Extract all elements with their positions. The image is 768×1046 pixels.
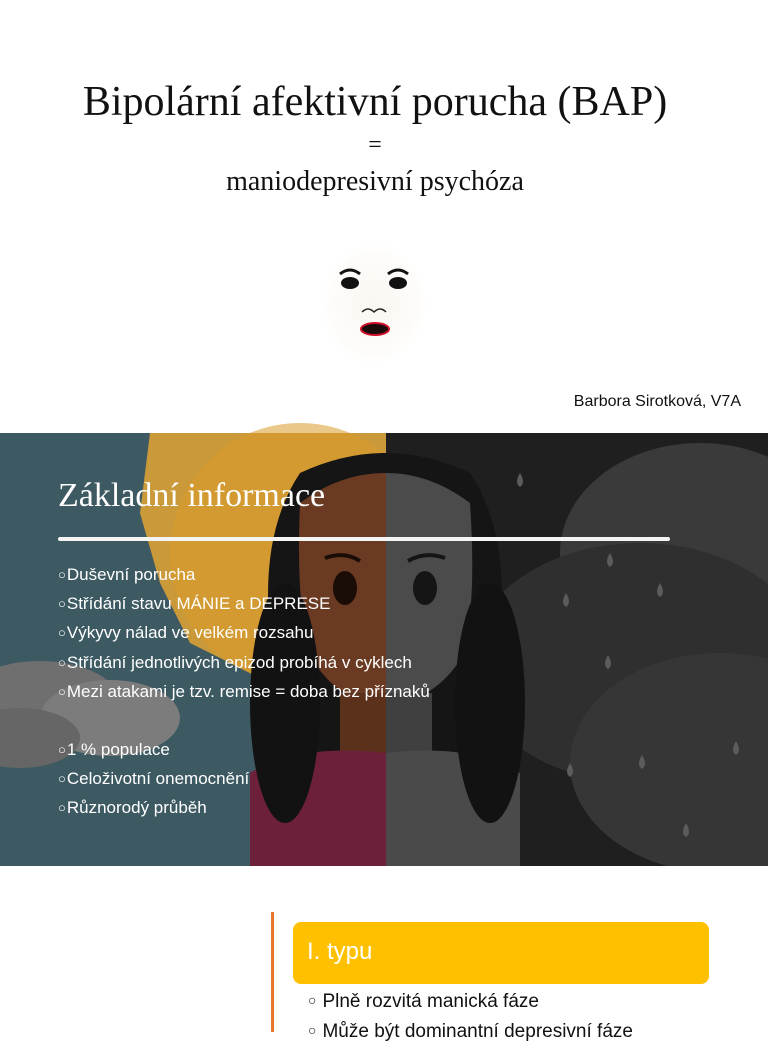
title-slide [0,0,768,433]
list-item: ○ Plně rozvitá manická fáze [308,991,539,1012]
author-label: Barbora Sirotková, V7A [573,393,741,410]
list-item: ○1 % populace [58,735,430,764]
list-item: ○Výkyvy nálad ve velkém rozsahu [58,618,430,647]
circle-bullet-icon: ○ [58,771,66,787]
circle-bullet-icon: ○ [58,567,66,582]
circle-bullet-icon: ○ [58,800,66,816]
list-item: ○Různorodý průběh [58,793,430,822]
type-slide [0,866,768,1042]
title-divider [58,537,670,541]
equals-sign: = [368,132,382,158]
circle-bullet-icon: ○ [308,992,317,1008]
circle-bullet-icon: ○ [58,654,66,670]
slide-subtitle: maniodepresivní psychóza [226,166,524,197]
slide-title: Bipolární afektivní porucha (BAP) [82,79,668,125]
list-item: ○ Může být dominantní depresivní fáze [308,1021,633,1042]
face-illustration-icon [318,240,430,368]
type-bullet-list [308,986,633,1046]
section-title: Základní informace [58,477,326,514]
list-item: ○Střídání stavu MÁNIE a DEPRESE [58,589,430,618]
circle-bullet-icon: ○ [58,741,66,757]
info-slide [0,433,768,866]
info-bullet-list [58,560,430,823]
list-item: ○Celoživotní onemocnění [58,764,430,793]
list-item: ○Mezi atakami je tzv. remise = doba bez příznaků [58,677,430,706]
list-item: ○Střídání jednotlivých epizod probíhá v cyklech [58,648,430,677]
list-item: ○Duševní porucha [58,560,430,589]
type-heading-box [293,922,709,984]
circle-bullet-icon: ○ [58,596,66,612]
type-heading: I. typu [307,938,373,965]
accent-line [271,912,274,1032]
circle-bullet-icon: ○ [308,1022,317,1038]
circle-bullet-icon: ○ [58,625,66,641]
circle-bullet-icon: ○ [58,683,66,699]
